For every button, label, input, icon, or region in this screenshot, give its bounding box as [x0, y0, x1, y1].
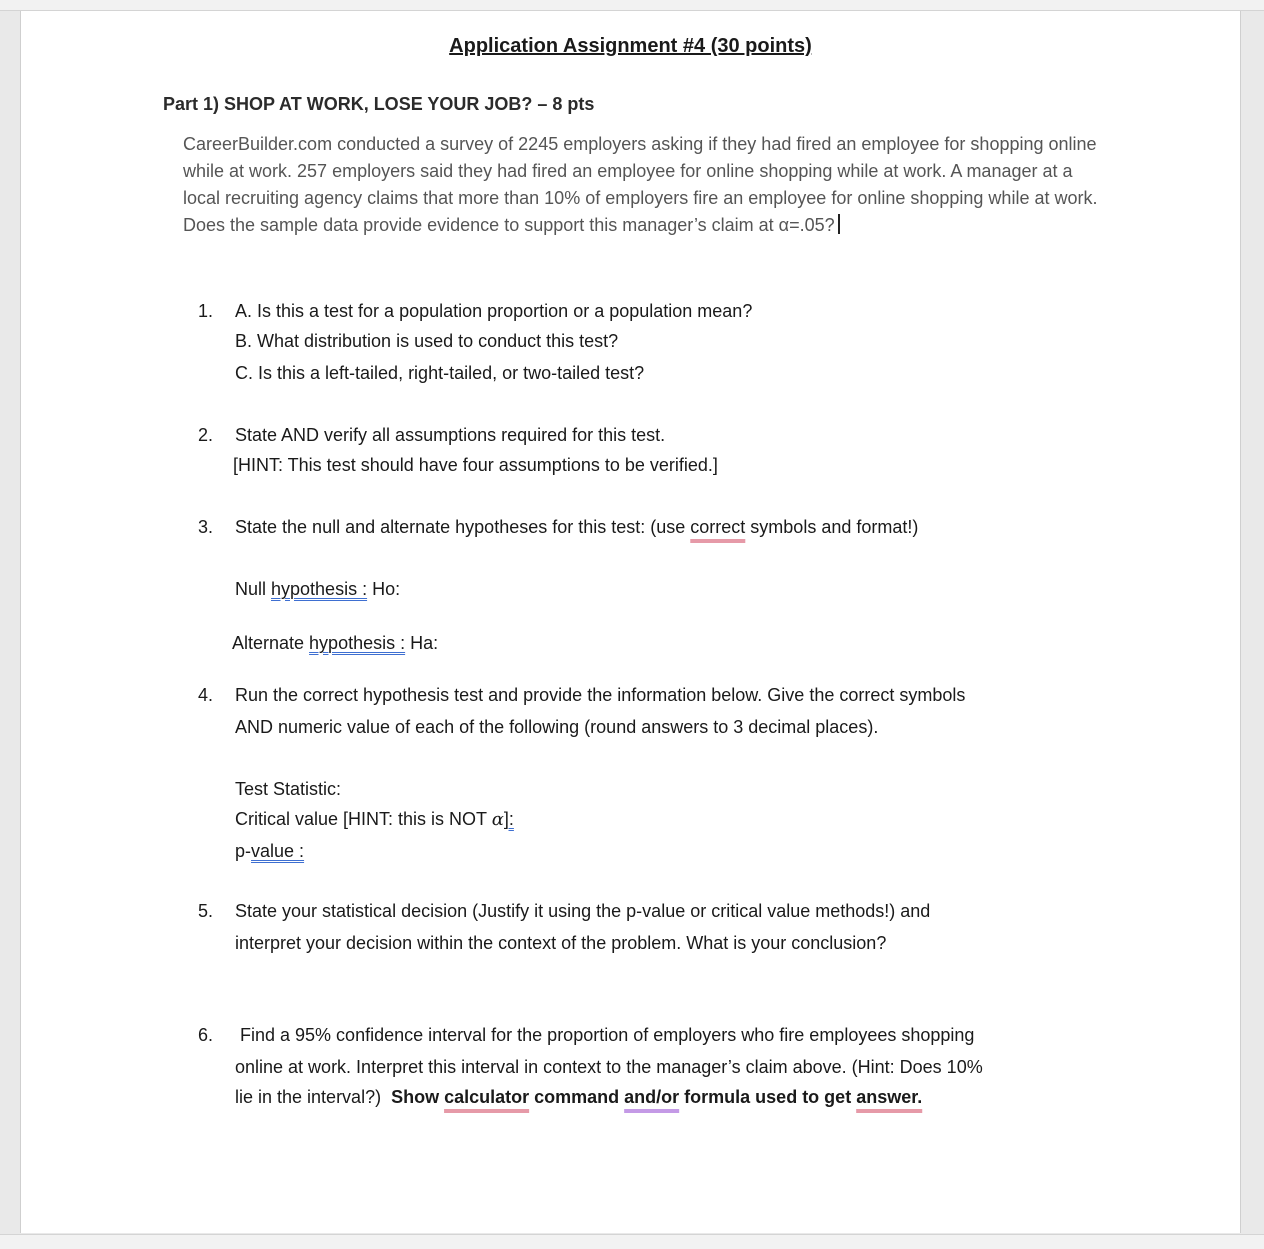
q5-number: 5.	[198, 901, 214, 921]
q6-line2: online at work. Interpret this interval in context to the manager’s claim above. (Hint: Does 10%	[235, 1057, 983, 1077]
grammar-flag-null-hypothesis[interactable]: hypothesis :	[271, 579, 368, 599]
q5-line1: State your statistical decision (Justify it using the p-value or critical value methods!) and	[235, 901, 931, 921]
spelling-flag-calculator[interactable]: calculator	[444, 1087, 530, 1107]
grammar-flag-critical[interactable]: ]:	[503, 809, 514, 829]
critical-value-label: Critical value [HINT: this is NOT	[235, 809, 492, 829]
q6-line1: Find a 95% confidence interval for the proportion of employers who fire employees shopping	[235, 1025, 975, 1045]
q5-line2: interpret your decision within the context of the problem. What is your conclusion?	[235, 933, 887, 953]
q3-line	[235, 517, 918, 538]
grammar-flag-alt-hypothesis[interactable]: hypothesis :	[309, 633, 406, 653]
alt-ha: Ha:	[405, 633, 439, 653]
intro-text: CareerBuilder.com conducted a survey of 2245 employers asking if they had fired an employee for shopping online while at work. 257 employers said they had fired an employee for online shopping while at work. A manager at a local recruiting agency claims that more than 10% of employers fire an employee for online shopping while at work. Does the sample data provide evidence to support this manager’s claim at α=.05?	[183, 134, 1098, 235]
alt-label: Alternate	[232, 633, 310, 653]
window-bottom-edge	[0, 1234, 1264, 1249]
q1-part-a: A. Is this a test for a population proportion or a population mean?	[235, 301, 753, 321]
q6-bold-show: Show	[391, 1087, 445, 1107]
test-statistic-label: Test Statistic:	[235, 779, 342, 799]
intro-paragraph[interactable]	[183, 131, 1113, 239]
spelling-flag-correct[interactable]: correct	[690, 517, 746, 537]
q2-hint: [HINT: This test should have four assumptions to be verified.]	[233, 455, 718, 475]
q3-text-post: symbols and format!)	[745, 517, 919, 537]
window-top-edge	[0, 0, 1264, 11]
style-flag-and-or[interactable]: and/or	[624, 1087, 680, 1107]
q1-number: 1.	[198, 301, 214, 321]
alternate-hypothesis-line	[232, 633, 438, 654]
page-title: Application Assignment #4 (30 points)	[449, 35, 812, 57]
alpha-symbol: α	[491, 809, 504, 830]
critical-value-line	[235, 809, 514, 830]
q6-line3	[235, 1087, 922, 1108]
q3-text-pre: State the null and alternate hypotheses for this test: (use	[235, 517, 691, 537]
q2-number: 2.	[198, 425, 214, 445]
text-cursor	[838, 214, 840, 234]
q6-number: 6.	[198, 1025, 214, 1045]
p-value-prefix: p-	[235, 841, 252, 861]
q4-line2: AND numeric value of each of the following (round answers to 3 decimal places).	[235, 717, 879, 737]
p-value-line	[235, 841, 304, 862]
q1-part-c: C. Is this a left-tailed, right-tailed, or two-tailed test?	[235, 363, 645, 383]
spelling-flag-answer[interactable]: answer.	[856, 1087, 923, 1107]
q6-bold-command: command	[529, 1087, 625, 1107]
part-heading: Part 1) SHOP AT WORK, LOSE YOUR JOB? – 8 pts	[163, 94, 595, 114]
null-label: Null	[235, 579, 272, 599]
q4-number: 4.	[198, 685, 214, 705]
grammar-flag-p-value[interactable]: value :	[251, 841, 305, 861]
null-hypothesis-line	[235, 579, 400, 600]
q1-part-b: B. What distribution is used to conduct this test?	[235, 331, 619, 351]
q3-number: 3.	[198, 517, 214, 537]
q2-line1: State AND verify all assumptions required for this test.	[235, 425, 666, 445]
q6-line3-text: lie in the interval?)	[235, 1087, 392, 1107]
document-page[interactable]	[20, 11, 1241, 1233]
q4-line1: Run the correct hypothesis test and provide the information below. Give the correct symbols	[235, 685, 966, 705]
null-ho: Ho:	[367, 579, 401, 599]
q6-bold-formula: formula used to get	[679, 1087, 857, 1107]
